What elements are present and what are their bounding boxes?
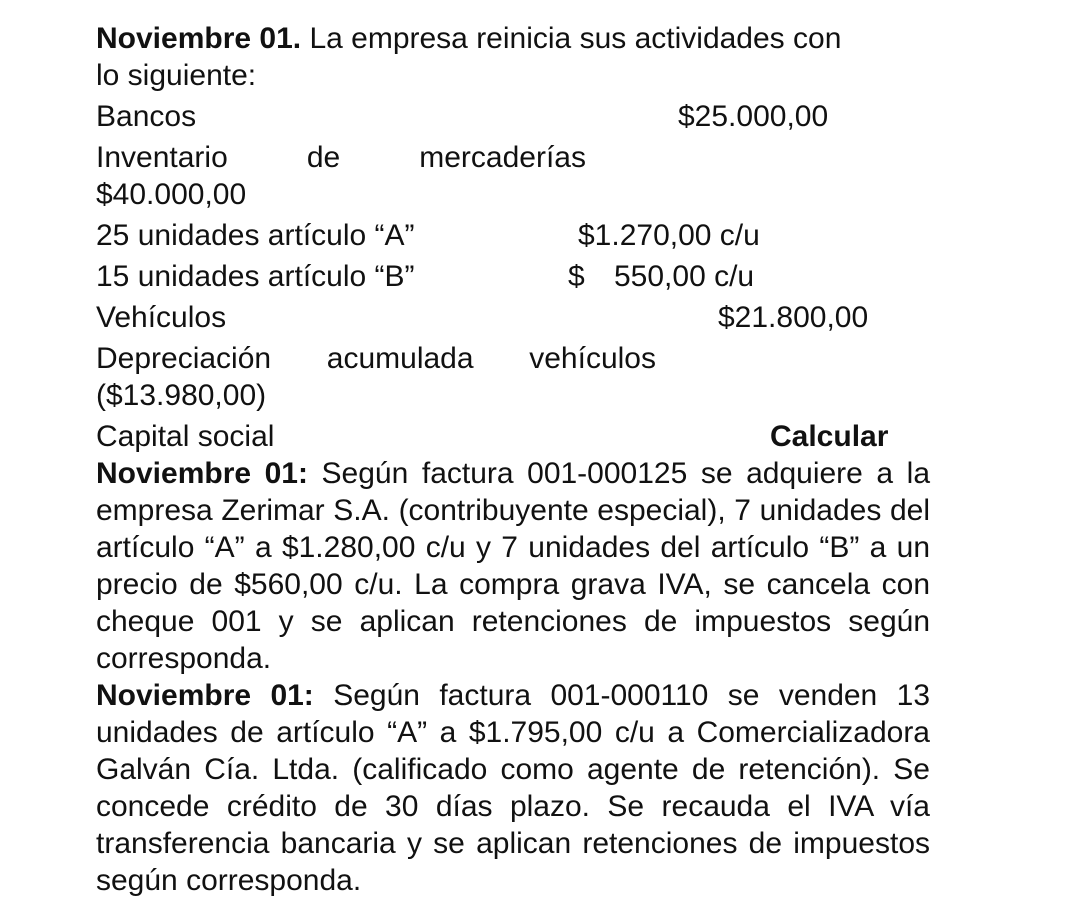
articulo-b-value: 550,00 c/u bbox=[614, 260, 755, 293]
vehiculos-row bbox=[96, 299, 930, 340]
articulo-b-currency: $ bbox=[568, 260, 585, 293]
inventario-value: $40.000,00 bbox=[96, 178, 247, 211]
articulo-a-value: $1.270,00 c/u bbox=[578, 219, 760, 252]
articulo-b-label: 15 unidades artículo “B” bbox=[96, 260, 415, 293]
inventario-word3: mercaderías bbox=[419, 141, 586, 174]
document-page bbox=[96, 20, 930, 899]
inventario-word2: de bbox=[306, 141, 341, 174]
depreciacion-word1: Depreciación bbox=[96, 342, 272, 375]
articulo-a-label: 25 unidades artículo “A” bbox=[96, 219, 415, 252]
capital-value: Calcular bbox=[770, 420, 889, 453]
depreciacion-word2: acumulada bbox=[326, 342, 474, 375]
articulo-b-row bbox=[96, 258, 930, 299]
depreciacion-value: ($13.980,00) bbox=[96, 379, 267, 412]
bancos-row bbox=[96, 98, 930, 139]
capital-row bbox=[96, 418, 930, 455]
inventario-word1: Inventario bbox=[96, 141, 228, 174]
paragraph-purchase bbox=[96, 455, 930, 677]
bancos-label: Bancos bbox=[96, 100, 197, 133]
depreciacion-row bbox=[96, 340, 930, 377]
vehiculos-label: Vehículos bbox=[96, 301, 227, 334]
articulo-a-row bbox=[96, 217, 930, 258]
purchase-date-label: Noviembre 01: bbox=[96, 457, 308, 490]
capital-label: Capital social bbox=[96, 420, 275, 453]
intro-paragraph bbox=[96, 20, 930, 100]
sale-text: Según factura 001-000110 se venden 13 unidades de artículo “A” a $1.795,00 c/u a Comercializadora Galván Cía. Ltda. (calificado como agente de retención). Se concede crédito de 30 días plazo. Se recauda el IVA vía transferencia bancaria y se aplican retenciones de impuestos según corresponda. bbox=[96, 679, 930, 897]
purchase-text: Según factura 001-000125 se adquiere a la empresa Zerimar S.A. (contribuyente especial), 7 unidades del artículo “A” a $1.280,00 c/u y 7 unidades del artículo “B” a un precio de $560,00 c/u. La compra grava IVA, se cancela con cheque 001 y se aplican retenciones de impuestos según corresponda. bbox=[96, 457, 930, 675]
intro-text-line1: La empresa reinicia sus actividades con bbox=[309, 22, 842, 55]
inventario-value-row bbox=[96, 176, 930, 217]
bancos-value: $25.000,00 bbox=[678, 100, 829, 133]
depreciacion-value-row bbox=[96, 377, 930, 418]
intro-date-label: Noviembre 01. bbox=[96, 22, 302, 55]
sale-date-label: Noviembre 01: bbox=[96, 679, 314, 712]
inventario-row bbox=[96, 139, 930, 176]
vehiculos-value: $21.800,00 bbox=[718, 301, 869, 334]
intro-text-line2: lo siguiente: bbox=[96, 59, 257, 92]
depreciacion-word3: vehículos bbox=[529, 342, 656, 375]
paragraph-sale bbox=[96, 677, 930, 899]
